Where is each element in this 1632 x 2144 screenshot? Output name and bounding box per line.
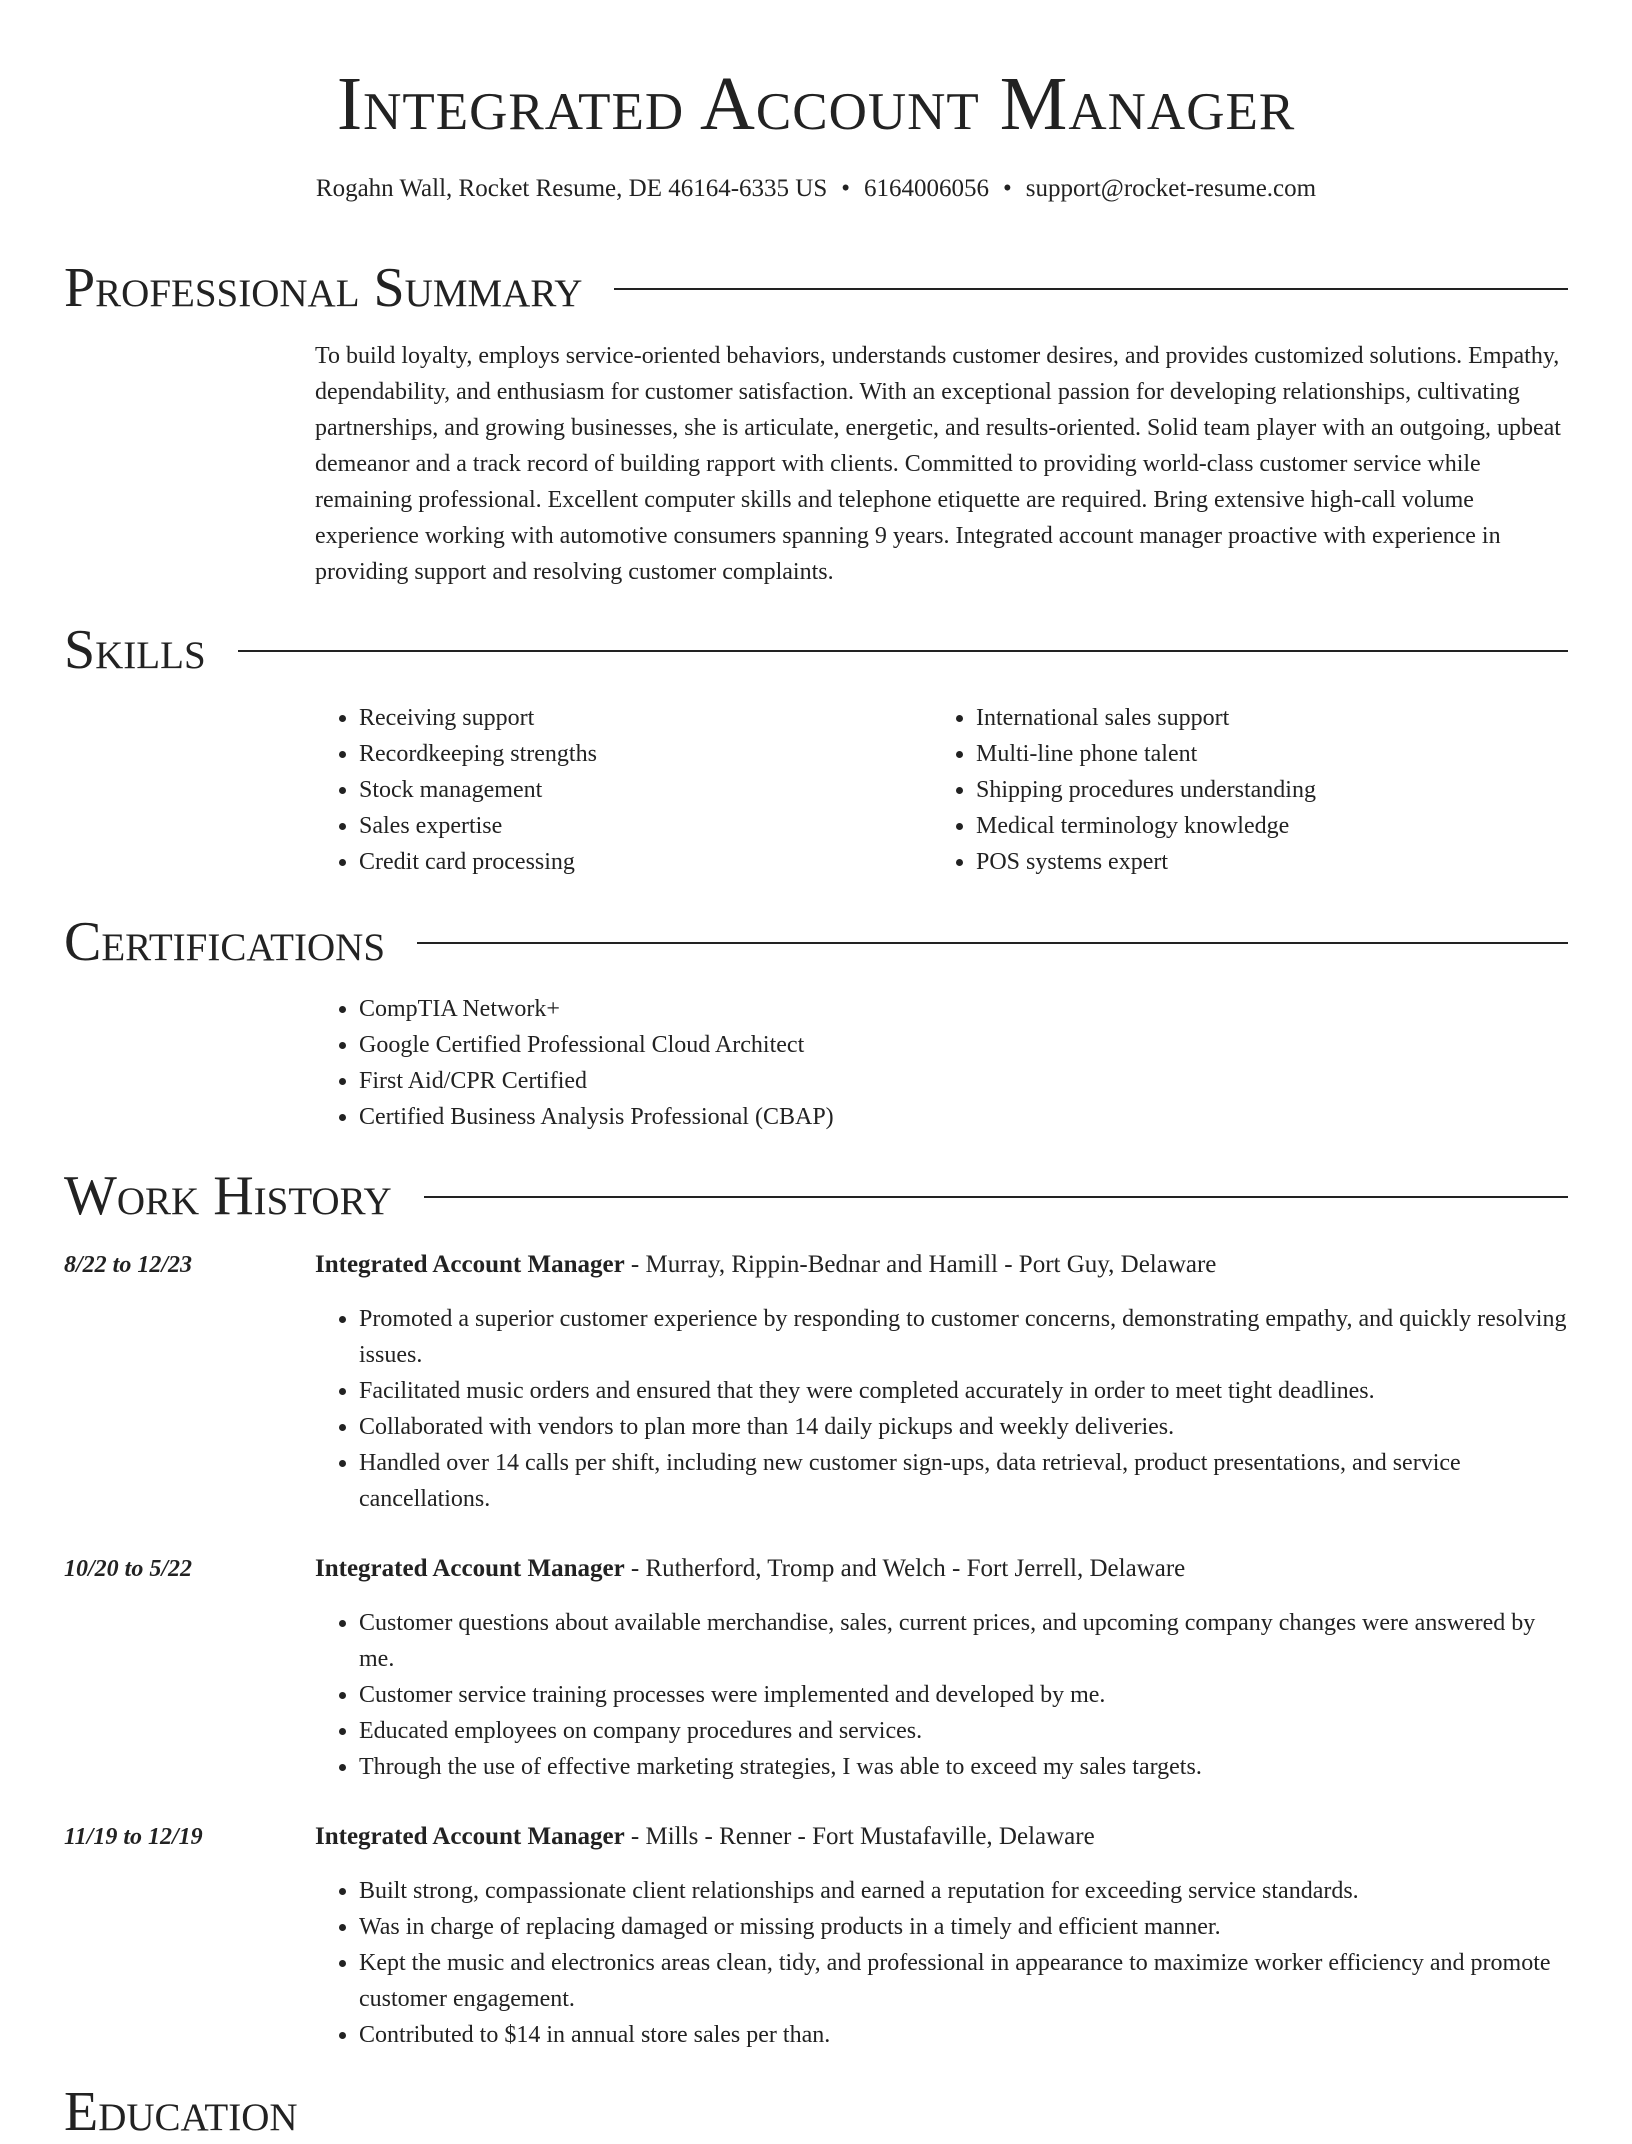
job-heading — [315, 1552, 1568, 1586]
certifications-section-title: Certifications — [64, 911, 386, 973]
work-section-header — [64, 1164, 1568, 1228]
job-bullet: • Customer service training processes were implemented and developed by me. — [359, 1677, 1568, 1713]
contact-separator: • — [841, 175, 851, 202]
skill-item: • Credit card processing — [359, 844, 915, 880]
skill-item: • International sales support — [976, 700, 1568, 736]
skills-column-right — [932, 700, 1568, 880]
job-bullets — [315, 1301, 1568, 1517]
job-bullets — [315, 1605, 1568, 1785]
job-bullet: • Promoted a superior customer experience by responding to customer concerns, demonstrating empathy, and quickly resolving issues. — [359, 1301, 1568, 1373]
certification-item: • Google Certified Professional Cloud Architect — [359, 1027, 1568, 1063]
contact-separator: • — [1003, 175, 1012, 202]
job-bullet: • Contributed to $14 in annual store sales per than. — [359, 2017, 1568, 2053]
contact-phone: 6164006056 — [864, 175, 990, 202]
job-bullet: • Was in charge of replacing damaged or missing products in a timely and efficient manner. — [359, 1909, 1568, 1945]
skills-section-title: Skills — [64, 619, 206, 681]
summary-section-header — [64, 256, 1568, 320]
job-dates: 10/20 to 5/22 — [64, 1556, 193, 1582]
contact-email[interactable]: support@rocket-resume.com — [1025, 175, 1317, 202]
certification-item: • First Aid/CPR Certified — [359, 1063, 1568, 1099]
job-details: - Murray, Rippin-Bednar and Hamill - Port Guy, Delaware — [624, 1251, 1217, 1278]
job-dates: 11/19 to 12/19 — [64, 1824, 203, 1850]
contact-line — [0, 172, 1632, 206]
job-details: - Rutherford, Tromp and Welch - Fort Jerrell, Delaware — [624, 1555, 1186, 1582]
job-title: Integrated Account Manager — [315, 1823, 625, 1850]
job-heading — [315, 1248, 1568, 1282]
job-heading — [315, 1820, 1568, 1854]
job-title: Integrated Account Manager — [315, 1555, 625, 1582]
certification-item: • CompTIA Network+ — [359, 991, 1568, 1027]
job-bullet: • Facilitated music orders and ensured that they were completed accurately in order to meet tight deadlines. — [359, 1373, 1568, 1409]
job-bullet: • Built strong, compassionate client relationships and earned a reputation for exceeding service standards. — [359, 1873, 1568, 1909]
job-dates: 8/22 to 12/23 — [64, 1252, 193, 1278]
skill-item: • Sales expertise — [359, 808, 915, 844]
education-section-header — [64, 2080, 1568, 2144]
contact-address: Rogahn Wall, Rocket Resume, DE 46164-6335 US — [315, 175, 828, 202]
job-bullet: • Collaborated with vendors to plan more than 14 daily pickups and weekly deliveries. — [359, 1409, 1568, 1445]
certifications-section-header — [64, 910, 1568, 974]
resume-name: Integrated Account Manager — [336, 62, 1296, 146]
skills-section-header — [64, 618, 1568, 682]
section-divider — [238, 650, 1568, 652]
summary-section-title: Professional Summary — [64, 257, 583, 319]
job-bullet: • Kept the music and electronics areas clean, tidy, and professional in appearance to maximize worker efficiency and promote customer engagement. — [359, 1945, 1568, 2017]
section-divider — [424, 1196, 1568, 1198]
job-details: - Mills - Renner - Fort Mustafaville, Delaware — [624, 1823, 1095, 1850]
summary-text: To build loyalty, employs service-oriented behaviors, understands customer desires, and provides customized solutions. Empathy, dependability, and enthusiasm for customer satisfaction. With an exceptional passion for developing relationships, cultivating partnerships, and growing businesses, she is articulate, energetic, and results-oriented. Solid team player with an outgoing, upbeat demeanor and a track record of building rapport with clients. Committed to providing world-class customer service while remaining professional. Excellent computer skills and telephone etiquette are required. Bring extensive high-call volume experience working with automotive consumers spanning 9 years. Integrated account manager proactive with experience in providing support and resolving customer complaints. — [315, 343, 1561, 585]
education-section-title: Education — [64, 2081, 298, 2143]
skill-item: • Multi-line phone talent — [976, 736, 1568, 772]
section-divider — [417, 942, 1568, 944]
job-bullet: • Customer questions about available merchandise, sales, current prices, and upcoming company changes were answered by me. — [359, 1605, 1568, 1677]
skill-item: • Medical terminology knowledge — [976, 808, 1568, 844]
job-bullet: • Through the use of effective marketing strategies, I was able to exceed my sales targets. — [359, 1749, 1568, 1785]
job-bullet: • Handled over 14 calls per shift, including new customer sign-ups, data retrieval, product presentations, and service cancellations. — [359, 1445, 1568, 1517]
section-divider — [614, 288, 1568, 290]
skill-item: • Recordkeeping strengths — [359, 736, 915, 772]
skills-column-left — [315, 700, 915, 880]
job-bullet: • Educated employees on company procedures and services. — [359, 1713, 1568, 1749]
certifications-list — [315, 991, 1568, 1135]
skill-item: • POS systems expert — [976, 844, 1568, 880]
skill-item: • Shipping procedures understanding — [976, 772, 1568, 808]
skill-item: • Receiving support — [359, 700, 915, 736]
job-bullets — [315, 1873, 1568, 2053]
job-title: Integrated Account Manager — [315, 1251, 625, 1278]
work-section-title: Work History — [64, 1165, 392, 1227]
certification-item: • Certified Business Analysis Professional (CBAP) — [359, 1099, 1568, 1135]
skill-item: • Stock management — [359, 772, 915, 808]
